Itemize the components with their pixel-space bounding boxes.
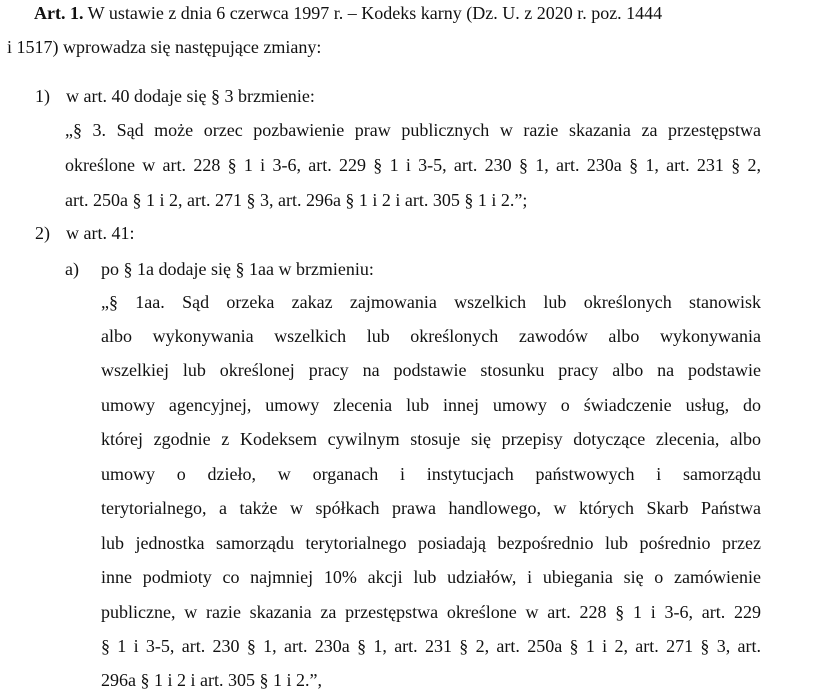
subitem-a-text-line: 296a § 1 i 2 i art. 305 § 1 i 2.”, (101, 670, 322, 690)
subitem-a-letter: a) (65, 259, 79, 279)
subitem-a-text-line: terytorialnego, a także w spółkach prawa handlowego, w których Skarb Państwa (101, 498, 761, 518)
subitem-a-text-line: § 1 i 3-5, art. 230 § 1, art. 230a § 1, art. 231 § 2, art. 250a § 1 i 2, art. 271 § 3, art. (101, 636, 761, 656)
subitem-a-text-line: lub jednostka samorządu terytorialnego posiadają bezpośrednio lub pośrednio przez (101, 533, 761, 553)
subitem-a-text-line: której zgodnie z Kodeksem cywilnym stosuje się przepisy dotyczące zlecenia, albo (101, 429, 761, 449)
subitem-a-text-line: umowy agencyjnej, umowy zlecenia lub innej umowy o świadczenie usług, do (101, 395, 761, 415)
subitem-a-text-line: „§ 1aa. Sąd orzeka zakaz zajmowania wszelkich lub określonych stanowisk (101, 292, 761, 312)
subitem-a-text-line: inne podmioty co najmniej 10% akcji lub udziałów, i ubiegania się o zamówienie (101, 567, 761, 587)
item-1-text-line: art. 250a § 1 i 2, art. 271 § 3, art. 296a § 1 i 2 i art. 305 § 1 i 2.”; (65, 190, 528, 210)
item-1-text-line: określone w art. 228 § 1 i 3-6, art. 229 § 1 i 3-5, art. 230 § 1, art. 230a § 1, art. 231 § 2, (65, 155, 761, 175)
item-2-number: 2) (35, 223, 50, 243)
item-1-heading: w art. 40 dodaje się § 3 brzmienie: (66, 86, 315, 106)
subitem-a-text-line: albo wykonywania wszelkich lub określonych zawodów albo wykonywania (101, 326, 761, 346)
subitem-a-text-line: umowy o dzieło, w organach i instytucjach państwowych i samorządu (101, 464, 761, 484)
item-2-heading: w art. 41: (66, 223, 135, 243)
subitem-a-text-line: publiczne, w razie skazania za przestępstwa określone w art. 228 § 1 i 3-6, art. 229 (101, 602, 761, 622)
subitem-a-heading: po § 1a dodaje się § 1aa w brzmieniu: (101, 259, 374, 279)
article-label: Art. 1. (34, 3, 84, 23)
article-intro-line-2: i 1517) wprowadza się następujące zmiany: (7, 37, 322, 57)
item-1-number: 1) (35, 86, 50, 106)
subitem-a-text-line: wszelkiej lub określonej pracy na podstawie stosunku pracy albo na podstawie (101, 360, 761, 380)
article-intro-line-1 (34, 2, 662, 24)
article-intro-text: W ustawie z dnia 6 czerwca 1997 r. – Kodeks karny (Dz. U. z 2020 r. poz. 1444 (87, 3, 663, 23)
item-1-text-line: „§ 3. Sąd może orzec pozbawienie praw publicznych w razie skazania za przestępstwa (65, 120, 761, 140)
